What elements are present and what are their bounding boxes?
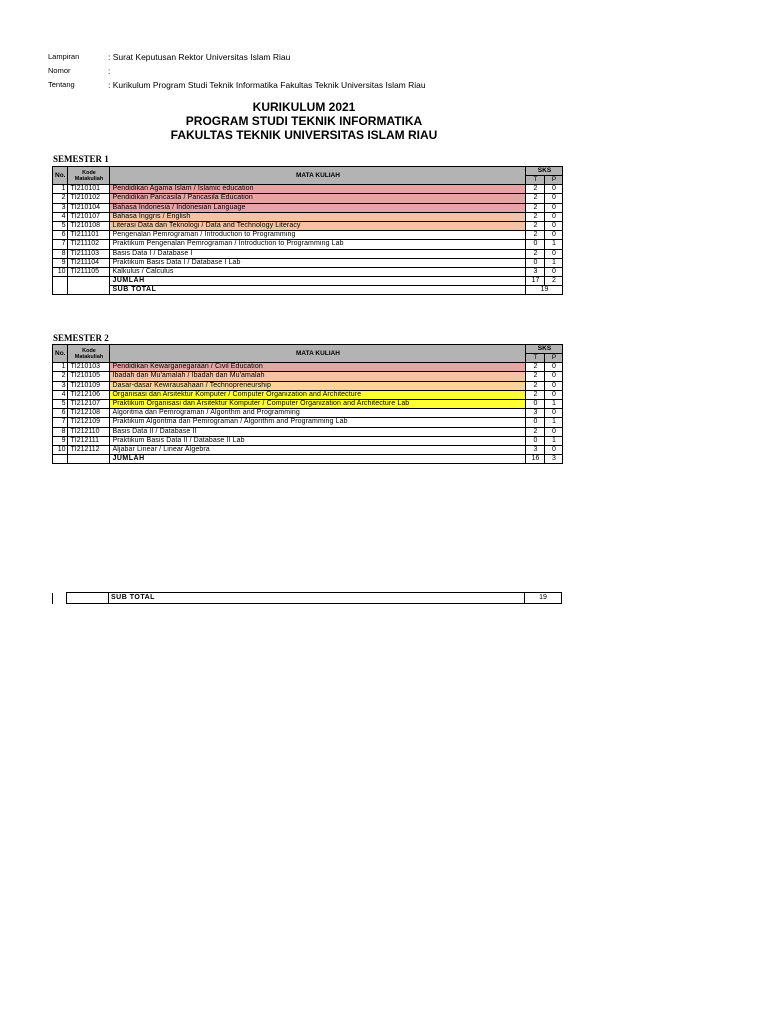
semester-2-rows: [53, 363, 563, 455]
title-line-2: PROGRAM STUDI TEKNIK INFORMATIKA: [185, 114, 423, 128]
course-code: TI212110: [68, 427, 110, 436]
course-name: Basis Data I / Database I: [110, 249, 526, 258]
course-sks-t: 3: [526, 445, 545, 454]
course-sks-p: 0: [545, 231, 563, 240]
course-code: TI210108: [68, 221, 110, 230]
course-sks-p: 0: [545, 409, 563, 418]
header-t: T: [526, 176, 545, 185]
course-name: Praktikum Basis Data II / Database II Lab: [110, 436, 526, 445]
course-name: Pengenalan Pemrograman / Introduction to Programming: [110, 231, 526, 240]
course-name: Pendidikan Agama Islam / Islamic education: [110, 185, 526, 194]
semester-1-jumlah-label: JUMLAH: [110, 277, 526, 286]
semester-1-label: SEMESTER 1: [53, 154, 109, 164]
semester-1-jumlah-t: 17: [526, 277, 545, 286]
semester-2-jumlah-p: 3: [545, 455, 563, 464]
course-name: Aljabar Linear / Linear Algebra: [110, 445, 526, 454]
semester-1-jumlah-row: [53, 277, 563, 286]
header-sks: SKS: [526, 345, 563, 354]
course-no: 5: [53, 221, 68, 230]
course-name: Pendidikan Pancasila / Pancasila Education: [110, 194, 526, 203]
course-sks-t: 2: [526, 363, 545, 372]
meta-nomor-label: Nomor: [48, 66, 71, 75]
course-no: 10: [53, 267, 68, 276]
course-sks-p: 0: [545, 221, 563, 230]
meta-lampiran: [48, 50, 426, 64]
course-row: [53, 185, 563, 194]
course-name: Basis Data II / Database II: [110, 427, 526, 436]
course-row: [53, 267, 563, 276]
meta-lampiran-value: : Surat Keputusan Rektor Universitas Islam Riau: [108, 52, 291, 62]
semester-1-subtotal-label: SUB TOTAL: [110, 286, 526, 295]
course-code: TI212108: [68, 409, 110, 418]
course-sks-t: 3: [526, 409, 545, 418]
course-sks-p: 0: [545, 212, 563, 221]
course-no: 4: [53, 212, 68, 221]
course-no: 9: [53, 436, 68, 445]
header-sks: SKS: [526, 167, 563, 176]
course-name: Praktikum Organisasi dan Arsitektur Komputer / Computer Organization and Architecture Lab: [110, 399, 526, 408]
course-sks-t: 3: [526, 267, 545, 276]
course-row: [53, 194, 563, 203]
course-sks-p: 0: [545, 363, 563, 372]
meta-nomor: [48, 64, 426, 78]
document-title: [0, 100, 608, 142]
course-code: TI211105: [68, 267, 110, 276]
course-no: 10: [53, 445, 68, 454]
course-no: 2: [53, 372, 68, 381]
course-row: [53, 249, 563, 258]
header-p: P: [545, 354, 563, 363]
course-no: 3: [53, 381, 68, 390]
course-sks-t: 2: [526, 231, 545, 240]
course-sks-t: 2: [526, 427, 545, 436]
title-line-1: KURIKULUM 2021: [252, 100, 356, 114]
meta-nomor-value: :: [108, 66, 111, 76]
course-no: 4: [53, 390, 68, 399]
course-code: TI210102: [68, 194, 110, 203]
course-no: 5: [53, 399, 68, 408]
course-sks-p: 0: [545, 390, 563, 399]
course-code: TI212106: [68, 390, 110, 399]
course-code: TI211101: [68, 231, 110, 240]
course-row: [53, 212, 563, 221]
course-sks-p: 1: [545, 418, 563, 427]
semester-2-jumlah-row: [53, 455, 563, 464]
course-no: 7: [53, 240, 68, 249]
course-sks-t: 2: [526, 212, 545, 221]
course-sks-t: 0: [526, 418, 545, 427]
semester-2-subtotal-row: [53, 593, 562, 604]
semester-2-subtotal-table: [52, 592, 562, 604]
course-row: [53, 258, 563, 267]
header-t: T: [526, 354, 545, 363]
course-sks-t: 0: [526, 240, 545, 249]
semester-2-subtotal-value: 19: [525, 593, 562, 604]
header-p: P: [545, 176, 563, 185]
header-kode: Kode Matakuliah: [68, 345, 110, 363]
course-name: Praktikum Pengenalan Pemrograman / Introduction to Programming Lab: [110, 240, 526, 249]
header-no: No.: [53, 345, 68, 363]
course-sks-t: 2: [526, 203, 545, 212]
course-row: [53, 363, 563, 372]
course-code: TI211104: [68, 258, 110, 267]
course-row: [53, 231, 563, 240]
document-meta: [48, 50, 426, 92]
course-sks-p: 0: [545, 203, 563, 212]
course-name: Kalkulus / Calculus: [110, 267, 526, 276]
semester-1-table: [52, 166, 563, 295]
course-name: Organisasi dan Arsitektur Komputer / Computer Organization and Architecture: [110, 390, 526, 399]
course-row: [53, 372, 563, 381]
semester-2-table: [52, 344, 563, 464]
title-line-3: FAKULTAS TEKNIK UNIVERSITAS ISLAM RIAU: [170, 128, 438, 142]
course-sks-p: 0: [545, 249, 563, 258]
course-code: TI212111: [68, 436, 110, 445]
course-sks-t: 2: [526, 381, 545, 390]
course-name: Literasi Data dan Teknologi / Data and Technology Literacy: [110, 221, 526, 230]
course-row: [53, 399, 563, 408]
course-name: Algoritma dan Pemrograman / Algorithm and Programming: [110, 409, 526, 418]
semester-1-subtotal-value: 19: [526, 286, 563, 295]
course-name: Bahasa Inggris / English: [110, 212, 526, 221]
meta-lampiran-label: Lampiran: [48, 52, 80, 61]
course-sks-t: 2: [526, 185, 545, 194]
course-no: 9: [53, 258, 68, 267]
meta-tentang: [48, 78, 426, 92]
course-row: [53, 436, 563, 445]
meta-tentang-label: Tentang: [48, 80, 75, 89]
semester-1-jumlah-p: 2: [545, 277, 563, 286]
course-code: TI212107: [68, 399, 110, 408]
course-sks-p: 0: [545, 194, 563, 203]
course-no: 2: [53, 194, 68, 203]
course-no: 6: [53, 231, 68, 240]
course-row: [53, 221, 563, 230]
course-name: Bahasa Indonesia / Indonesian Language: [110, 203, 526, 212]
course-no: 1: [53, 363, 68, 372]
semester-2-jumlah-t: 16: [526, 455, 545, 464]
header-mata-kuliah: MATA KULIAH: [110, 345, 526, 363]
course-sks-p: 0: [545, 372, 563, 381]
course-sks-p: 0: [545, 381, 563, 390]
course-sks-p: 0: [545, 427, 563, 436]
course-sks-t: 2: [526, 390, 545, 399]
course-sks-p: 1: [545, 436, 563, 445]
course-row: [53, 427, 563, 436]
course-sks-t: 0: [526, 258, 545, 267]
course-code: TI212112: [68, 445, 110, 454]
course-name: Pendidikan Kewarganegaraan / Civil Education: [110, 363, 526, 372]
course-no: 6: [53, 409, 68, 418]
course-code: TI210103: [68, 363, 110, 372]
course-no: 3: [53, 203, 68, 212]
course-no: 1: [53, 185, 68, 194]
course-code: TI211102: [68, 240, 110, 249]
course-no: 7: [53, 418, 68, 427]
semester-2-subtotal-label: SUB TOTAL: [109, 593, 525, 604]
course-row: [53, 240, 563, 249]
course-code: TI211103: [68, 249, 110, 258]
semester-2-label: SEMESTER 2: [53, 333, 109, 343]
course-name: Praktikum Basis Data I / Database I Lab: [110, 258, 526, 267]
semester-1-subtotal-row: [53, 286, 563, 295]
course-row: [53, 409, 563, 418]
course-name: Praktikum Algoritma dan Pemrograman / Algorithm and Programming Lab: [110, 418, 526, 427]
course-code: TI210104: [68, 203, 110, 212]
semester-2-jumlah-label: JUMLAH: [110, 455, 526, 464]
course-code: TI210101: [68, 185, 110, 194]
course-code: TI210105: [68, 372, 110, 381]
course-code: TI212109: [68, 418, 110, 427]
course-row: [53, 381, 563, 390]
course-name: Dasar-dasar Kewirausahaan / Technopreneurship: [110, 381, 526, 390]
course-sks-t: 2: [526, 249, 545, 258]
course-row: [53, 203, 563, 212]
course-row: [53, 418, 563, 427]
course-sks-t: 2: [526, 194, 545, 203]
course-sks-t: 0: [526, 399, 545, 408]
course-sks-p: 1: [545, 399, 563, 408]
course-row: [53, 445, 563, 454]
course-name: Ibadah dan Mu'amalah / Ibadah dan Mu'amalah: [110, 372, 526, 381]
course-sks-t: 2: [526, 372, 545, 381]
header-no: No.: [53, 167, 68, 185]
course-no: 8: [53, 427, 68, 436]
course-sks-t: 0: [526, 436, 545, 445]
course-sks-p: 0: [545, 445, 563, 454]
semester-1-rows: [53, 185, 563, 277]
course-code: TI210109: [68, 381, 110, 390]
course-sks-p: 0: [545, 267, 563, 276]
header-kode: Kode Matakuliah: [68, 167, 110, 185]
course-sks-t: 2: [526, 221, 545, 230]
meta-tentang-value: : Kurikulum Program Studi Teknik Informatika Fakultas Teknik Universitas Islam Riau: [108, 80, 426, 90]
course-sks-p: 1: [545, 258, 563, 267]
course-sks-p: 1: [545, 240, 563, 249]
course-sks-p: 0: [545, 185, 563, 194]
course-code: TI210107: [68, 212, 110, 221]
header-mata-kuliah: MATA KULIAH: [110, 167, 526, 185]
course-no: 8: [53, 249, 68, 258]
course-row: [53, 390, 563, 399]
